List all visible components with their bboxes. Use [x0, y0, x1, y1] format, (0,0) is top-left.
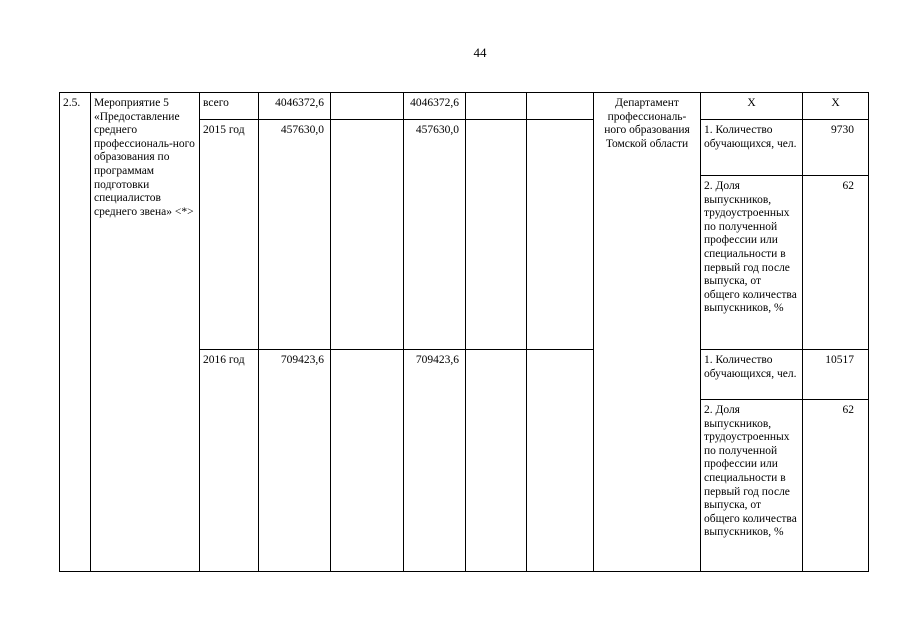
- total-value-1: 4046372,6: [259, 93, 331, 120]
- year-2016-empty-3: [527, 350, 594, 572]
- year-2015-value-1: 457630,0: [259, 120, 331, 350]
- year-2015-indicator-1: 1. Количество обучающихся, чел.: [701, 120, 803, 176]
- year-2016-value-1: 709423,6: [259, 350, 331, 572]
- total-empty-3: [527, 93, 594, 120]
- year-2016-indicator-1-value: 10517: [803, 350, 869, 400]
- year-2015-label: 2015 год: [200, 120, 259, 350]
- page-number: 44: [473, 45, 487, 60]
- year-2015-empty-1: [331, 120, 404, 350]
- year-2016-indicator-2-value: 62: [803, 400, 869, 572]
- table-row-total: [60, 93, 869, 120]
- year-2016-value-2: 709423,6: [404, 350, 466, 572]
- total-empty-2: [466, 93, 527, 120]
- year-2015-indicator-1-value: 9730: [803, 120, 869, 176]
- year-2016-indicator-2: 2. Доля выпускников, трудоустроенных по полученной профессии или специальности в первый год после выпуска, от общего количества выпускников, %: [701, 400, 803, 572]
- year-2016-empty-1: [331, 350, 404, 572]
- total-empty-1: [331, 93, 404, 120]
- total-indicator: Х: [701, 93, 803, 120]
- row-index: 2.5.: [60, 93, 91, 572]
- total-value-2: 4046372,6: [404, 93, 466, 120]
- year-2016-empty-2: [466, 350, 527, 572]
- year-2015-indicator-2: 2. Доля выпускников, трудоустроенных по полученной профессии или специальности в первый год после выпуска, от общего количества выпускников, %: [701, 176, 803, 350]
- year-2015-indicator-2-value: 62: [803, 176, 869, 350]
- department: Департамент профессиональ-ного образования Томской области: [594, 93, 701, 572]
- year-2015-empty-2: [466, 120, 527, 350]
- year-2015-empty-3: [527, 120, 594, 350]
- total-label: всего: [200, 93, 259, 120]
- year-2016-label: 2016 год: [200, 350, 259, 572]
- year-2016-indicator-1: 1. Количество обучающихся, чел.: [701, 350, 803, 400]
- year-2015-value-2: 457630,0: [404, 120, 466, 350]
- program-table: [59, 92, 869, 572]
- event-title: Мероприятие 5 «Предоставление среднего профессиональ-ного образования по программам подготовки специалистов среднего звена» <*>: [91, 93, 200, 572]
- total-indicator-value: Х: [803, 93, 869, 120]
